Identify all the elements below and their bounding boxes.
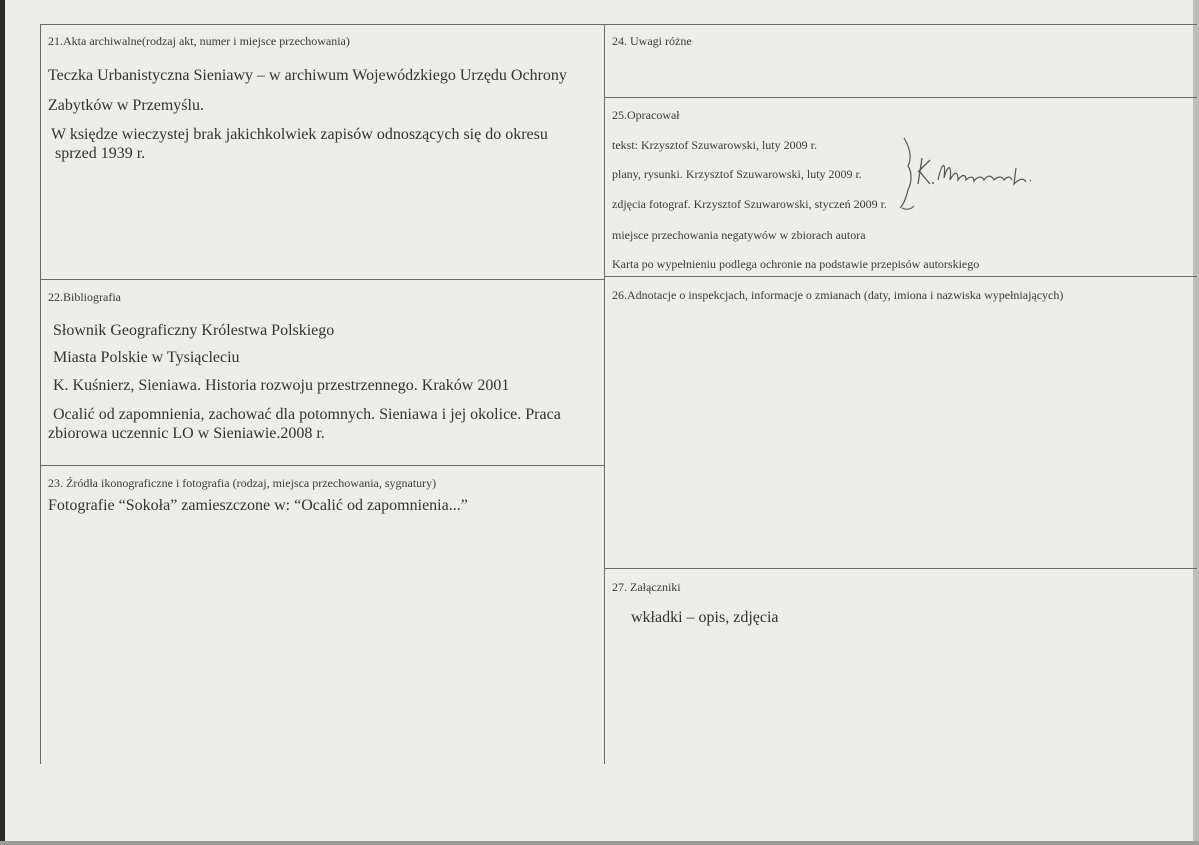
section-24-label: 24. Uwagi różne bbox=[612, 34, 692, 48]
section-25-line-1: tekst: Krzysztof Szuwarowski, luty 2009 r. bbox=[612, 138, 817, 152]
section-25-line-2: plany, rysunki. Krzysztof Szuwarowski, luty 2009 r. bbox=[612, 167, 862, 181]
divider-24-25 bbox=[604, 97, 1197, 98]
section-22-line-5: zbiorowa uczennic LO w Sieniawie.2008 r. bbox=[48, 425, 325, 442]
divider-21-22 bbox=[40, 279, 604, 280]
section-21-line-4: sprzed 1939 r. bbox=[55, 145, 146, 162]
section-23-line-1: Fotografie “Sokoła” zamieszczone w: “Ocalić od zapomnienia...” bbox=[48, 497, 468, 514]
section-25-line-5: Karta po wypełnieniu podlega ochronie na podstawie przepisów autorskiego bbox=[612, 257, 980, 271]
scan-edge-bottom bbox=[0, 841, 1199, 845]
section-23-label: 23. Źródła ikonograficzne i fotografia (rodzaj, miejsca przechowania, sygnatury) bbox=[48, 476, 437, 490]
left-border bbox=[40, 24, 41, 764]
scan-edge-right bbox=[1193, 0, 1199, 845]
top-border bbox=[40, 24, 1197, 25]
section-27-label: 27. Załączniki bbox=[612, 580, 681, 594]
section-25-label: 25.Opracował bbox=[612, 108, 680, 122]
divider-25-26 bbox=[604, 276, 1197, 277]
scan-edge-left bbox=[0, 0, 5, 845]
section-26-label: 26.Adnotacje o inspekcjach, informacje o zmianach (daty, imiona i nazwiska wypełniających) bbox=[612, 288, 1064, 302]
section-22-line-3: K. Kuśnierz, Sieniawa. Historia rozwoju przestrzennego. Kraków 2001 bbox=[53, 377, 510, 394]
section-22-label: 22.Bibliografia bbox=[48, 290, 121, 304]
section-21-line-3: W księdze wieczystej brak jakichkolwiek zapisów odnoszących się do okresu bbox=[51, 126, 548, 143]
section-22-line-4: Ocalić od zapomnienia, zachować dla potomnych. Sieniawa i jej okolice. Praca bbox=[53, 406, 561, 423]
section-22-line-1: Słownik Geograficzny Królestwa Polskiego bbox=[53, 322, 335, 339]
handwritten-signature bbox=[896, 132, 1056, 212]
section-27-line-1: wkładki – opis, zdjęcia bbox=[631, 609, 779, 626]
section-25-line-3: zdjęcia fotograf. Krzysztof Szuwarowski, styczeń 2009 r. bbox=[612, 197, 887, 211]
middle-divider bbox=[604, 24, 605, 764]
section-21-label: 21.Akta archiwalne(rodzaj akt, numer i miejsce przechowania) bbox=[48, 34, 350, 48]
section-22-line-2: Miasta Polskie w Tysiącleciu bbox=[53, 349, 240, 366]
divider-26-27 bbox=[604, 568, 1197, 569]
section-25-line-4: miejsce przechowania negatywów w zbiorach autora bbox=[612, 228, 866, 242]
section-21-line-1: Teczka Urbanistyczna Sieniawy – w archiwum Wojewódzkiego Urzędu Ochrony bbox=[48, 67, 567, 84]
section-21-line-2: Zabytków w Przemyślu. bbox=[48, 97, 204, 114]
divider-22-23 bbox=[40, 465, 604, 466]
